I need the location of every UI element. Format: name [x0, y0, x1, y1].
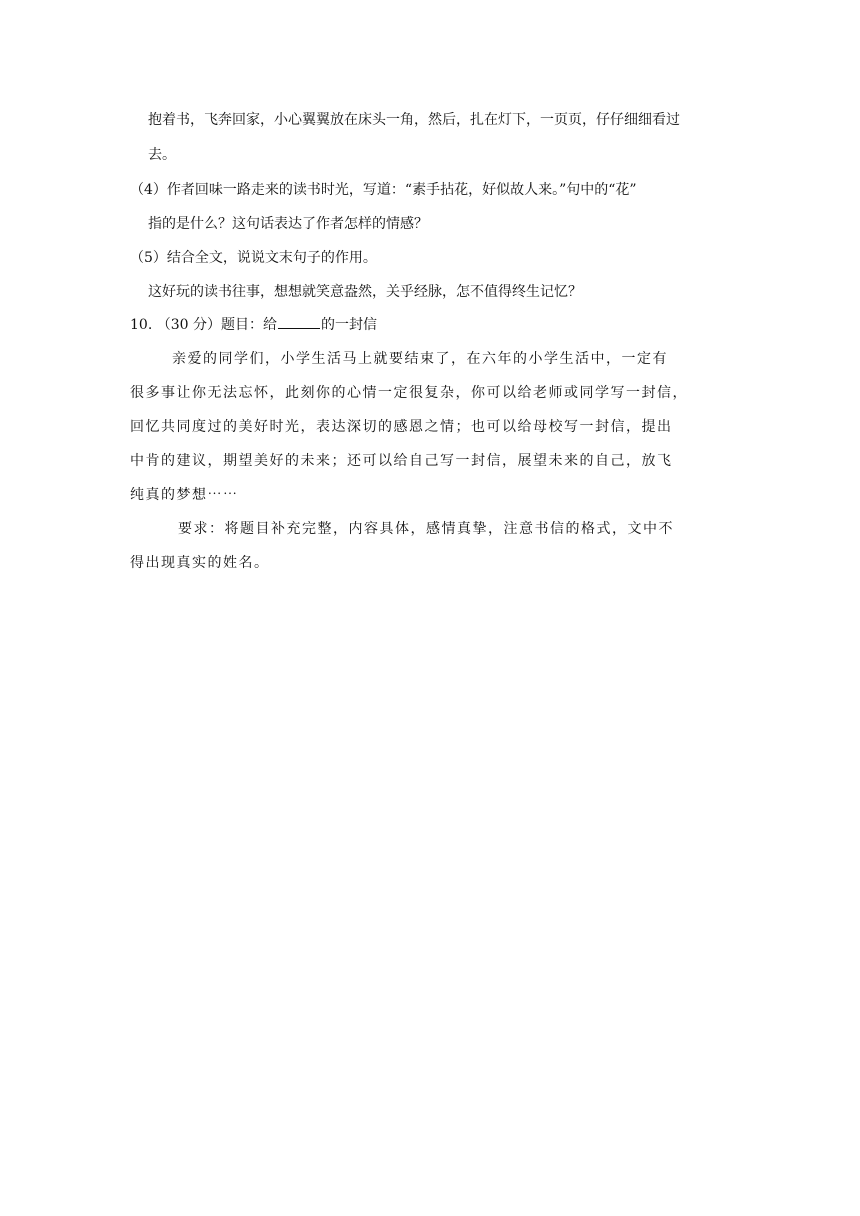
- question-10-requirements: [130, 512, 730, 580]
- requirement-line-1-text: 要求：将题目补充完整，内容具体，感情真挚，注意书信的格式，文中不: [178, 521, 674, 537]
- requirement-line-1: [130, 512, 730, 546]
- intro-line-1: [130, 342, 730, 376]
- question-4-line-1: [130, 180, 637, 200]
- intro-line-1-text: 亲爱的同学们，小学生活马上就要结束了，在六年的小学生活中，一定有: [172, 351, 668, 367]
- intro-line-2: [130, 376, 730, 410]
- intro-line-3-text: 回忆共同度过的美好时光，表达深切的感恩之情；也可以给母校写一封信，提出: [130, 419, 673, 435]
- passage-line-1-text: 抱着书，飞奔回家，小心翼翼放在床头一角，然后，扎在灯下，一页页，仔仔细细看过: [148, 112, 680, 128]
- question-10-number: 10.: [130, 317, 153, 333]
- title-blank: [278, 314, 320, 329]
- closing-sentence-text: 这好玩的读书往事，想想就笑意盎然，关乎经脉，怎不值得终生记忆？: [148, 284, 582, 300]
- passage-line-2: [148, 145, 176, 165]
- question-5-line: [130, 248, 377, 268]
- question-10-header: [130, 314, 377, 335]
- intro-line-5: [130, 478, 730, 512]
- intro-line-4-text: 中肯的建议，期望美好的未来；还可以给自己写一封信，展望未来的自己，放飞: [130, 453, 673, 469]
- requirement-line-2: [130, 546, 730, 580]
- intro-line-4: [130, 444, 730, 478]
- intro-line-3: [130, 410, 730, 444]
- passage-line-2-text: 去。: [148, 147, 176, 163]
- passage-line-1: [148, 110, 728, 130]
- question-5-text: （5）结合全文，说说文末句子的作用。: [130, 250, 377, 266]
- question-4-text-2: 指的是什么？这句话表达了作者怎样的情感？: [148, 216, 428, 232]
- question-10-intro: [130, 342, 730, 512]
- closing-sentence: [148, 282, 582, 302]
- intro-line-2-text: 很多事让你无法忘怀，此刻你的心情一定很复杂，你可以给老师或同学写一封信，: [130, 385, 688, 401]
- question-10-points: （30 分）题目：给: [156, 317, 277, 333]
- question-4-line-2: [148, 214, 428, 234]
- intro-line-5-text: 纯真的梦想⋯⋯: [130, 487, 239, 503]
- requirement-line-2-text: 得出现真实的姓名。: [130, 555, 270, 571]
- question-10-title-suffix: 的一封信: [320, 317, 377, 333]
- question-4-text-1: （4）作者回味一路走来的读书时光，写道：“素手拈花，好似故人来。”句中的“花”: [130, 182, 637, 198]
